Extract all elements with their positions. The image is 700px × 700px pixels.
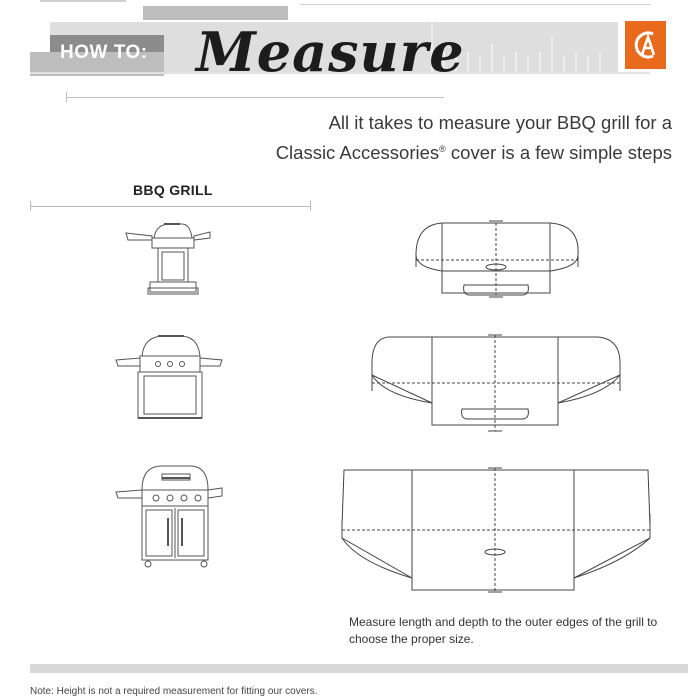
grill-heading-rule (30, 206, 310, 207)
intro-line-1: All it takes to measure your BBQ grill for a (328, 112, 672, 133)
registered-mark: ® (439, 144, 446, 154)
instructions-text: Measure length and depth to the outer edges of the grill to choose the proper size. (349, 615, 658, 646)
intro-line-2-suffix: cover is a few simple steps (445, 142, 672, 164)
header-top-rule-left (40, 0, 126, 2)
measurement-diagram (412, 215, 592, 305)
page-title: Measure (196, 20, 465, 84)
medium-grill-illustration (114, 332, 224, 422)
footer-note: Note: Height is not a required measurement for fitting our covers. (30, 686, 318, 697)
grill-heading-rule-tick-right (310, 201, 311, 211)
intro-text (276, 110, 672, 166)
header-top-band-left (143, 6, 288, 20)
grill-section-heading: BBQ GRILL (133, 182, 213, 198)
small-grill-illustration (122, 218, 212, 298)
header-bottom-rule-tick (66, 92, 67, 102)
how-to-badge: HOW TO: (60, 42, 148, 63)
intro-brand: Classic Accessories (275, 142, 440, 164)
intro-line-2 (276, 136, 672, 166)
measurement-diagram-medium (368, 333, 628, 433)
footer-bar (30, 664, 688, 673)
grill-heading-rule-tick-left (30, 201, 31, 211)
header-bottom-rule (66, 97, 444, 98)
header-top-rule-right (300, 4, 650, 5)
large-grill-illustration (112, 460, 222, 570)
measurement-diagram-large (338, 466, 658, 596)
classic-accessories-logo-icon (625, 21, 666, 69)
